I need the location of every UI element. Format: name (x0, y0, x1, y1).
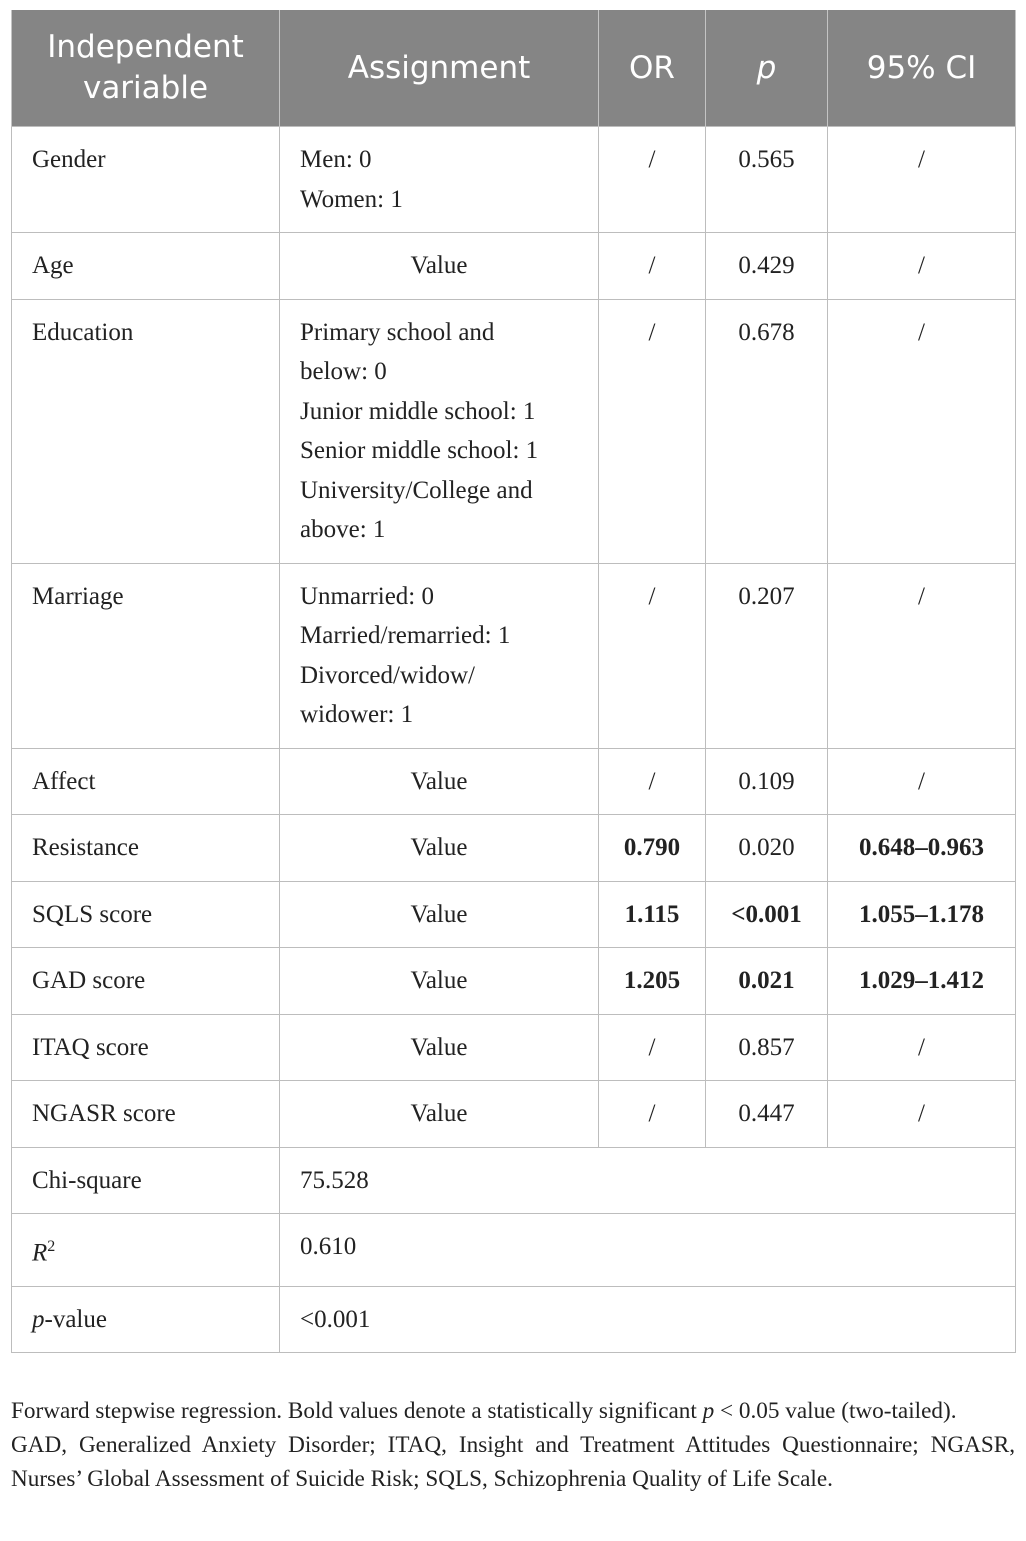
footnote-text: < 0.05 value (two-tailed). (714, 1398, 957, 1424)
header-row (12, 10, 1016, 127)
header-or: OR (599, 10, 706, 127)
or-cell: 1.115 (599, 881, 706, 948)
chi-square-value: 75.528 (280, 1147, 1016, 1214)
header-ci: 95% CI (828, 10, 1016, 127)
assignment-line: below: 0 (300, 358, 387, 385)
p-value-suffix: -value (44, 1305, 107, 1333)
summary-row-r2 (12, 1214, 1016, 1287)
ci-cell: / (828, 233, 1016, 300)
p-cell: <0.001 (706, 881, 828, 948)
variable-cell: GAD score (12, 948, 280, 1015)
r2-label (12, 1214, 280, 1287)
footnote-text: Forward stepwise regression. Bold values denote a statistically significant (11, 1398, 703, 1424)
or-cell: / (599, 299, 706, 563)
assignment-line: University/College and (300, 476, 533, 504)
table-row (12, 1081, 1016, 1148)
variable-cell: Gender (12, 127, 280, 233)
header-assignment: Assignment (280, 10, 599, 127)
assignment-line: Senior middle school: 1 (300, 437, 539, 464)
r2-value: 0.610 (280, 1214, 1016, 1287)
assignment-cell: Value (280, 881, 599, 948)
ci-cell: / (828, 127, 1016, 233)
or-cell: 0.790 (599, 815, 706, 882)
assignment-cell: Value (280, 233, 599, 300)
table-row (12, 815, 1016, 882)
table-row (12, 299, 1016, 563)
or-cell: / (599, 563, 706, 748)
assignment-cell: Value (280, 815, 599, 882)
or-cell: / (599, 748, 706, 815)
assignment-line: Primary school and (300, 318, 495, 346)
p-cell: 0.565 (706, 127, 828, 233)
ci-cell: / (828, 1014, 1016, 1081)
summary-row-chi-square (12, 1147, 1016, 1214)
regression-table (11, 10, 1016, 1353)
p-cell: 0.021 (706, 948, 828, 1015)
ci-cell: 1.055–1.178 (828, 881, 1016, 948)
assignment-cell (280, 299, 599, 563)
assignment-cell: Value (280, 1081, 599, 1148)
ci-cell: 0.648–0.963 (828, 815, 1016, 882)
ci-cell: / (828, 299, 1016, 563)
assignment-line: Married/remarried: 1 (300, 622, 511, 649)
table-row (12, 563, 1016, 748)
variable-cell: SQLS score (12, 881, 280, 948)
table-row (12, 881, 1016, 948)
or-cell: / (599, 127, 706, 233)
or-cell: / (599, 233, 706, 300)
r2-superscript: 2 (47, 1238, 56, 1255)
r2-symbol: R (32, 1239, 48, 1267)
p-cell: 0.447 (706, 1081, 828, 1148)
table-row (12, 748, 1016, 815)
table-row (12, 1014, 1016, 1081)
assignment-line: widower: 1 (300, 701, 414, 728)
chi-square-label: Chi-square (12, 1147, 280, 1214)
assignment-line: above: 1 (300, 516, 386, 543)
or-cell: / (599, 1081, 706, 1148)
table-row (12, 127, 1016, 233)
table-footnotes (11, 1394, 1015, 1496)
assignment-cell (280, 127, 599, 233)
p-cell: 0.857 (706, 1014, 828, 1081)
header-independent-variable: Independent variable (12, 10, 280, 127)
assignment-line: Men: 0 (300, 146, 372, 173)
footnote-regression (11, 1394, 1015, 1428)
variable-cell: NGASR score (12, 1081, 280, 1148)
assignment-cell: Value (280, 948, 599, 1015)
p-cell: 0.109 (706, 748, 828, 815)
variable-cell: Age (12, 233, 280, 300)
variable-cell: Marriage (12, 563, 280, 748)
p-cell: 0.678 (706, 299, 828, 563)
assignment-line: Women: 1 (300, 185, 403, 213)
p-cell: 0.429 (706, 233, 828, 300)
p-value-value: <0.001 (280, 1286, 1016, 1353)
variable-cell: Resistance (12, 815, 280, 882)
footnote-p-symbol: p (702, 1398, 715, 1424)
table-row (12, 233, 1016, 300)
header-p: p (706, 10, 828, 127)
p-cell: 0.020 (706, 815, 828, 882)
ci-cell: / (828, 563, 1016, 748)
p-cell: 0.207 (706, 563, 828, 748)
or-cell: 1.205 (599, 948, 706, 1015)
variable-cell: Affect (12, 748, 280, 815)
footnote-abbreviations: GAD, Generalized Anxiety Disorder; ITAQ, Insight and Treatment Attitudes Questionnaire; NGASR, Nurses’ Global Assessment of Suicide Risk; SQLS, Schizophrenia Quality of Life Scale. (11, 1432, 1015, 1492)
p-value-symbol: p (32, 1305, 45, 1333)
p-value-label (12, 1286, 280, 1353)
regression-table-container (11, 10, 1015, 1353)
assignment-line: Unmarried: 0 (300, 582, 434, 610)
table-row (12, 948, 1016, 1015)
summary-row-p-value (12, 1286, 1016, 1353)
assignment-cell: Value (280, 748, 599, 815)
assignment-cell (280, 563, 599, 748)
assignment-line: Divorced/widow/ (300, 661, 475, 689)
assignment-cell: Value (280, 1014, 599, 1081)
variable-cell: ITAQ score (12, 1014, 280, 1081)
variable-cell: Education (12, 299, 280, 563)
assignment-line: Junior middle school: 1 (300, 397, 536, 425)
ci-cell: / (828, 1081, 1016, 1148)
ci-cell: 1.029–1.412 (828, 948, 1016, 1015)
or-cell: / (599, 1014, 706, 1081)
ci-cell: / (828, 748, 1016, 815)
